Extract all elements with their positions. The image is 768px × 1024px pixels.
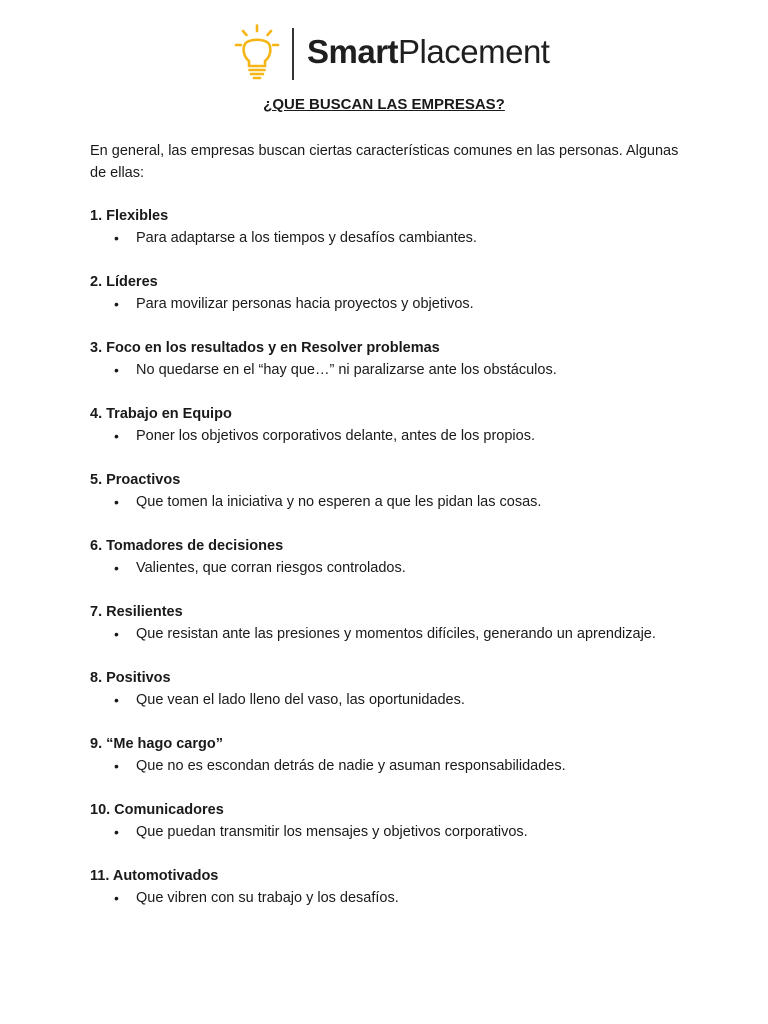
document-title: ¿QUE BUSCAN LAS EMPRESAS? <box>263 96 505 113</box>
item-heading: 5. Proactivos <box>90 472 181 488</box>
bullet-text: Valientes, que corran riesgos controlados. <box>136 560 406 576</box>
bullet-text: Poner los objetivos corporativos delante, antes de los propios. <box>136 428 535 444</box>
item-heading: 8. Positivos <box>90 670 171 686</box>
bullet-text: Que vean el lado lleno del vaso, las oportunidades. <box>136 692 465 708</box>
item-bullet <box>90 821 690 843</box>
item-bullet <box>90 293 690 315</box>
bullet-icon: • <box>114 560 119 576</box>
bullet-text: Que resistan ante las presiones y momentos difíciles, generando un aprendizaje. <box>136 626 656 642</box>
item-bullet <box>90 491 690 513</box>
lightbulb-icon <box>234 24 280 80</box>
list-item <box>90 535 690 579</box>
item-heading: 4. Trabajo en Equipo <box>90 406 232 422</box>
intro-paragraph: En general, las empresas buscan ciertas características comunes en las personas. Algunas de ellas: <box>90 143 679 181</box>
item-bullet <box>90 623 690 645</box>
bullet-text: Para movilizar personas hacia proyectos y objetivos. <box>136 296 474 312</box>
bullet-icon: • <box>114 230 119 246</box>
bullet-text: Que vibren con su trabajo y los desafíos. <box>136 890 399 906</box>
list-item <box>90 601 690 645</box>
list-item <box>90 469 690 513</box>
item-bullet <box>90 425 690 447</box>
item-heading: 11. Automotivados <box>90 868 219 884</box>
item-heading: 1. Flexibles <box>90 208 169 224</box>
bullet-icon: • <box>114 296 119 312</box>
bullet-icon: • <box>114 692 119 708</box>
bullet-icon: • <box>114 494 119 510</box>
item-heading: 7. Resilientes <box>90 604 183 620</box>
items-list <box>90 205 690 909</box>
header <box>0 22 768 84</box>
item-bullet <box>90 359 690 381</box>
brand-name-bold: Smart <box>307 33 399 70</box>
item-bullet <box>90 689 690 711</box>
bullet-text: Para adaptarse a los tiempos y desafíos cambiantes. <box>136 230 477 246</box>
bullet-icon: • <box>114 758 119 774</box>
item-bullet <box>90 755 690 777</box>
bullet-text: Que puedan transmitir los mensajes y objetivos corporativos. <box>136 824 528 840</box>
brand-name-light: Placement <box>398 33 550 70</box>
logo-divider <box>292 28 294 80</box>
list-item <box>90 337 690 381</box>
bullet-icon: • <box>114 890 119 906</box>
bullet-icon: • <box>114 362 119 378</box>
bullet-text: Que no es escondan detrás de nadie y asuman responsabilidades. <box>136 758 566 774</box>
list-item <box>90 667 690 711</box>
bullet-icon: • <box>114 824 119 840</box>
item-heading: 6. Tomadores de decisiones <box>90 538 284 554</box>
document-body <box>90 140 690 931</box>
item-bullet <box>90 557 690 579</box>
item-heading: 10. Comunicadores <box>90 802 224 818</box>
bullet-icon: • <box>114 626 119 642</box>
item-bullet <box>90 887 690 909</box>
item-bullet <box>90 227 690 249</box>
list-item <box>90 403 690 447</box>
list-item <box>90 799 690 843</box>
item-heading: 9. “Me hago cargo” <box>90 736 223 752</box>
list-item <box>90 865 690 909</box>
brand-name <box>307 32 549 72</box>
bullet-text: Que tomen la iniciativa y no esperen a que les pidan las cosas. <box>136 494 542 510</box>
bullet-icon: • <box>114 428 119 444</box>
list-item <box>90 271 690 315</box>
list-item <box>90 205 690 249</box>
bullet-text: No quedarse en el “hay que…” ni paralizarse ante los obstáculos. <box>136 362 557 378</box>
item-heading: 2. Líderes <box>90 274 158 290</box>
list-item <box>90 733 690 777</box>
item-heading: 3. Foco en los resultados y en Resolver problemas <box>90 340 440 356</box>
